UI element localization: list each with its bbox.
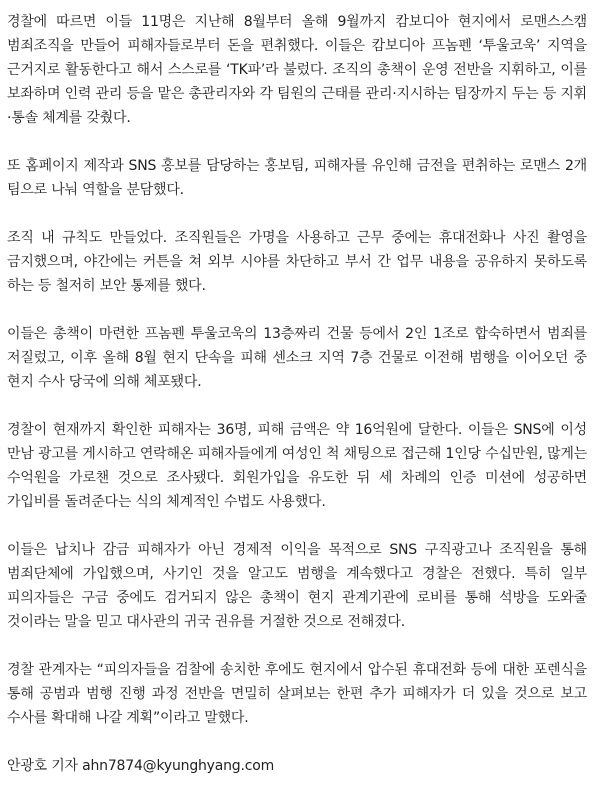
article-paragraph: 이들은 총책이 마련한 프놈펜 투울코욱의 13층짜리 건물 등에서 2인 1조로 합숙하면서 범죄를 저질렀고, 이후 올해 8월 현지 단속을 피해 센소크 지역 7층 건물로 이전해 범행을 이어오던 중 현지 수사 당국에 의해 체포됐다. — [7, 326, 587, 390]
article-paragraph: 또 홈페이지 제작과 SNS 홍보를 담당하는 홍보팀, 피해자를 유인해 금전을 편취하는 로맨스 2개 팀으로 나눠 역할을 분담했다. — [7, 158, 587, 198]
article-byline: 안광호 기자 ahn7874@kyunghyang.com — [7, 758, 275, 774]
article-paragraph: 경찰이 현재까지 확인한 피해자는 36명, 피해 금액은 약 16억원에 달한다. 이들은 SNS에 이성 만남 광고를 게시하고 연락해온 피해자들에게 여성인 척 채팅으로 접근해 1인당 수십만원, 많게는 수억원을 가로챈 것으로 조사됐다. 회원가입을 유도한 뒤 세 차례의 인증 미션에 성공하면 가입비를 돌려준다는 식의 체계적인 수법도 사용했다. — [7, 422, 587, 510]
article-paragraph: 조직 내 규칙도 만들었다. 조직원들은 가명을 사용하고 근무 중에는 휴대전화나 사진 촬영을 금지했으며, 야간에는 커튼을 쳐 외부 시야를 차단하고 부서 간 업무 내용을 공유하지 못하도록 하는 등 철저히 보안 통제를 했다. — [7, 230, 587, 294]
article-paragraph: 경찰 관계자는 “피의자들을 검찰에 송치한 후에도 현지에서 압수된 휴대전화 등에 대한 포렌식을 통해 공범과 범행 진행 과정 전반을 면밀히 살펴보는 한편 추가 피해자가 더 있을 것으로 보고 수사를 확대해 나갈 계획”이라고 말했다. — [7, 662, 587, 726]
article-body — [7, 10, 587, 802]
article-paragraph: 경찰에 따르면 이들 11명은 지난해 8월부터 올해 9월까지 캄보디아 현지에서 로맨스스캠 범죄조직을 만들어 피해자들로부터 돈을 편취했다. 이들은 캄보디아 프놈펜 ‘투울코욱’ 지역을 근거지로 활동한다고 해서 스스로를 ‘TK파’라 불렀다. 조직의 총책이 운영 전반을 지휘하고, 이를 보좌하며 인력 관리 등을 맡은 총관리자와 각 팀원의 근태를 관리·지시하는 팀장까지 두는 등 지휘·통솔 체계를 갖췄다. — [7, 14, 587, 126]
article-paragraph: 이들은 납치나 감금 피해자가 아닌 경제적 이익을 목적으로 SNS 구직광고나 조직원을 통해 범죄단체에 가입했으며, 사기인 것을 알고도 범행을 계속했다고 경찰은 전했다. 특히 일부 피의자들은 구금 중에도 검거되지 않은 총책이 현지 관계기관에 로비를 통해 석방을 도와줄 것이라는 말을 믿고 대사관의 귀국 권유를 거절한 것으로 전해졌다. — [7, 542, 587, 630]
